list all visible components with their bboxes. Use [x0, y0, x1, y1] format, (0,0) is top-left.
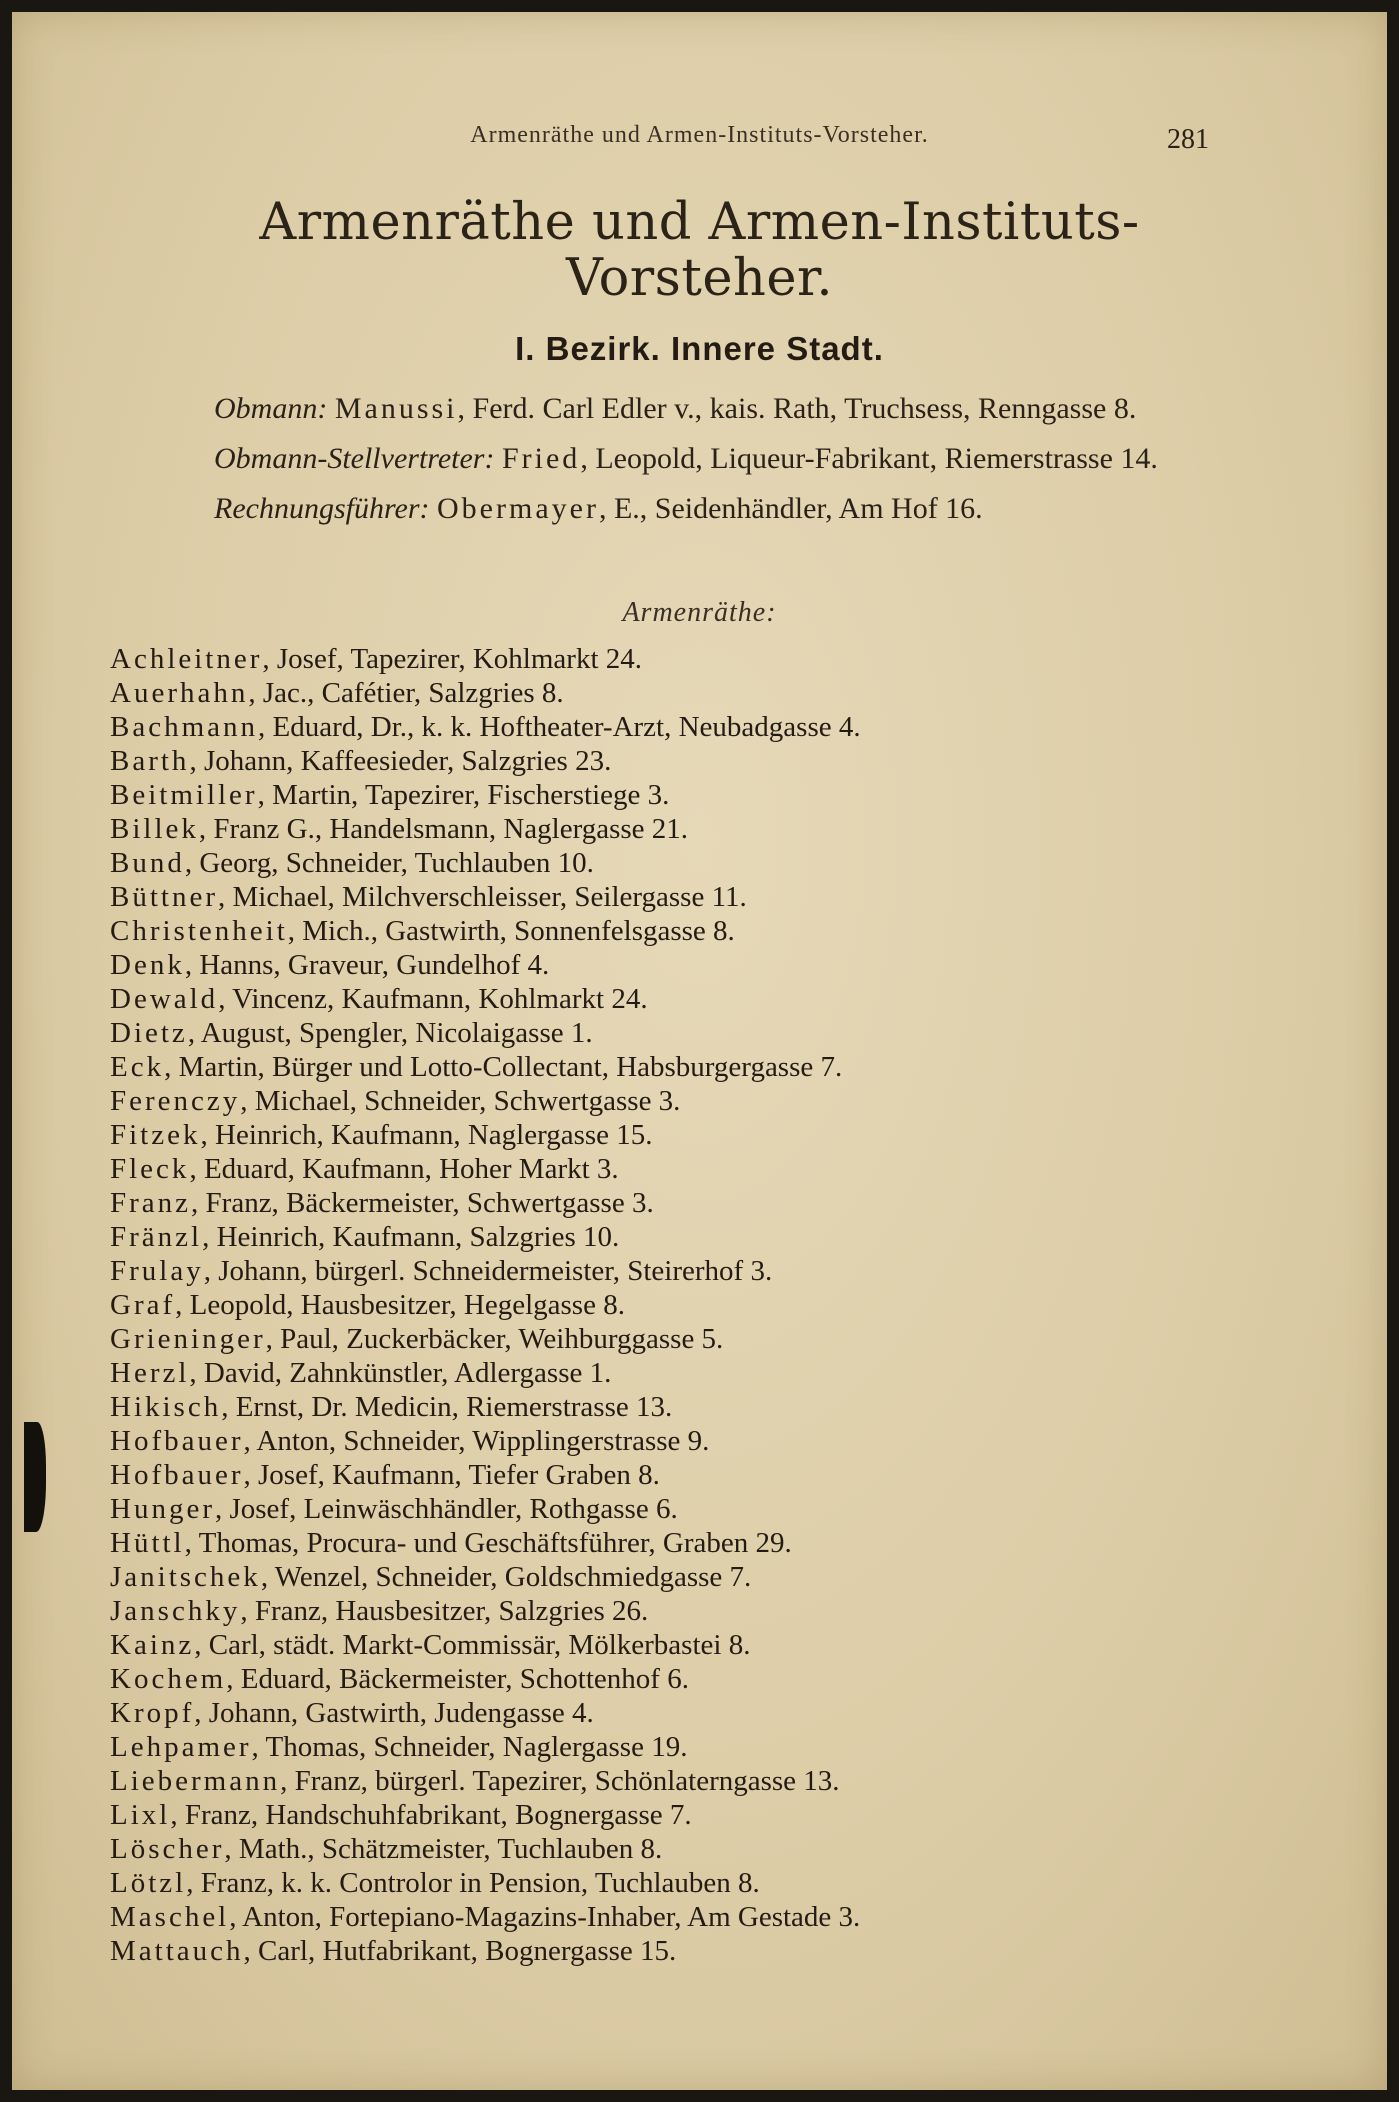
entry-name: Maschel — [110, 1901, 230, 1933]
entry-details: , Michael, Schneider, Schwertgasse 3. — [240, 1085, 681, 1117]
entry-name: Hofbauer — [110, 1425, 244, 1457]
entry-details: , Josef, Kaufmann, Tiefer Graben 8. — [243, 1459, 660, 1491]
entry-details: , Josef, Leinwäschhändler, Rothgasse 6. — [214, 1493, 678, 1525]
entry-name: Lixl — [110, 1799, 171, 1831]
entry-details: , Johann, bürgerl. Schneidermeister, Steirerhof 3. — [203, 1255, 773, 1287]
list-item — [110, 1458, 1290, 1492]
page-number: 281 — [1167, 124, 1209, 155]
list-item — [110, 914, 1290, 948]
entry-name: Bund — [110, 847, 185, 879]
list-item — [110, 1390, 1290, 1424]
official-details: , E., Seidenhändler, Am Hof 16. — [598, 492, 983, 525]
official-entry — [110, 392, 1230, 426]
entry-details: , Josef, Tapezirer, Kohlmarkt 24. — [262, 643, 642, 675]
entry-name: Bachmann — [110, 711, 259, 743]
list-item — [110, 1798, 1290, 1832]
list-item — [110, 1764, 1290, 1798]
entry-details: , Carl, städt. Markt-Commissär, Mölkerbastei 8. — [194, 1629, 751, 1661]
entry-details: , David, Zahnkünstler, Adlergasse 1. — [189, 1357, 612, 1389]
list-item — [110, 1322, 1290, 1356]
entry-name: Fitzek — [110, 1119, 201, 1151]
list-item — [110, 1526, 1290, 1560]
entry-name: Auerhahn — [110, 677, 249, 709]
entry-name: Dietz — [110, 1017, 188, 1049]
entry-details: , Martin, Bürger und Lotto-Collectant, Habsburgergasse 7. — [164, 1051, 843, 1083]
list-item — [110, 1016, 1290, 1050]
official-details: , Ferd. Carl Edler v., kais. Rath, Truchsess, Renngasse 8. — [457, 392, 1137, 425]
list-item — [110, 846, 1290, 880]
list-item — [110, 1050, 1290, 1084]
list-item — [110, 880, 1290, 914]
entry-name: Barth — [110, 745, 190, 777]
entry-details: , Carl, Hutfabrikant, Bognergasse 15. — [243, 1935, 677, 1967]
entry-name: Franz — [110, 1187, 192, 1219]
entry-name: Lötzl — [110, 1867, 187, 1899]
entry-details: , Mich., Gastwirth, Sonnenfelsgasse 8. — [287, 915, 735, 947]
entry-name: Ferenczy — [110, 1085, 241, 1117]
list-item — [110, 1560, 1290, 1594]
list-item — [110, 1730, 1290, 1764]
list-item — [110, 642, 1290, 676]
list-item — [110, 744, 1290, 778]
list-item — [110, 1594, 1290, 1628]
list-item — [110, 1084, 1290, 1118]
entry-details: , Anton, Fortepiano-Magazins-Inhaber, Am Gestade 3. — [229, 1901, 861, 1933]
armenraethe-list — [110, 642, 1290, 1968]
entry-details: , Vincenz, Kaufmann, Kohlmarkt 24. — [218, 983, 648, 1015]
entry-details: , Johann, Gastwirth, Judengasse 4. — [194, 1697, 594, 1729]
entry-details: , Eduard, Dr., k. k. Hoftheater-Arzt, Neubadgasse 4. — [258, 711, 861, 743]
entry-name: Kainz — [110, 1629, 195, 1661]
list-item — [110, 1424, 1290, 1458]
entry-details: , Franz, Handschuhfabrikant, Bognergasse 7. — [170, 1799, 692, 1831]
list-item — [110, 710, 1290, 744]
list-item — [110, 1152, 1290, 1186]
list-item — [110, 948, 1290, 982]
entry-name: Denk — [110, 949, 185, 981]
list-item — [110, 1662, 1290, 1696]
list-item — [110, 1118, 1290, 1152]
district-heading: I. Bezirk. Innere Stadt. — [515, 330, 884, 367]
list-item — [110, 1186, 1290, 1220]
list-item — [110, 1696, 1290, 1730]
entry-details: , Ernst, Dr. Medicin, Riemerstrasse 13. — [221, 1391, 673, 1423]
entry-details: , Heinrich, Kaufmann, Naglergasse 15. — [200, 1119, 653, 1151]
official-name: Obermayer — [437, 492, 599, 525]
list-item — [110, 1900, 1290, 1934]
entry-name: Kropf — [110, 1697, 195, 1729]
official-details: , Leopold, Liqueur-Fabrikant, Riemerstrasse 14. — [580, 442, 1158, 475]
running-head: Armenräthe und Armen-Instituts-Vorsteher. — [470, 122, 929, 148]
list-item — [110, 1934, 1290, 1968]
entry-details: , Anton, Schneider, Wipplingerstrasse 9. — [243, 1425, 710, 1457]
page-title — [12, 195, 1387, 307]
entry-name: Hofbauer — [110, 1459, 244, 1491]
entry-name: Janitschek — [110, 1561, 261, 1593]
title-line-1: Armenräthe und Armen-Instituts- — [259, 193, 1140, 252]
entry-details: , Michael, Milchverschleisser, Seilergasse 11. — [218, 881, 747, 913]
official-role: Obmann: — [214, 392, 328, 425]
official-entry — [110, 492, 1230, 526]
list-item — [110, 676, 1290, 710]
entry-name: Fränzl — [110, 1221, 203, 1253]
entry-details: , Math., Schätzmeister, Tuchlauben 8. — [224, 1833, 663, 1865]
entry-name: Kochem — [110, 1663, 227, 1695]
entry-details: , Franz, k. k. Controlor in Pension, Tuchlauben 8. — [186, 1867, 760, 1899]
list-item — [110, 1866, 1290, 1900]
entry-details: , Hanns, Graveur, Gundelhof 4. — [184, 949, 550, 981]
list-item — [110, 1356, 1290, 1390]
official-role: Rechnungsführer: — [214, 492, 430, 525]
entry-details: , Thomas, Procura- und Geschäftsführer, Graben 29. — [184, 1527, 792, 1559]
entry-details: , Franz, bürgerl. Tapezirer, Schönlaterngasse 13. — [280, 1765, 840, 1797]
official-role: Obmann-Stellvertreter: — [214, 442, 495, 475]
title-line-2: Vorsteher. — [565, 249, 834, 308]
entry-details: , Paul, Zuckerbäcker, Weihburggasse 5. — [265, 1323, 724, 1355]
official-entry — [110, 442, 1230, 476]
entry-details: , Leopold, Hausbesitzer, Hegelgasse 8. — [175, 1289, 625, 1321]
entry-name: Lehpamer — [110, 1731, 252, 1763]
entry-details: , Jac., Cafétier, Salzgries 8. — [248, 677, 564, 709]
list-item — [110, 1254, 1290, 1288]
entry-name: Eck — [110, 1051, 165, 1083]
entry-name: Dewald — [110, 983, 219, 1015]
list-item — [110, 812, 1290, 846]
entry-details: , Heinrich, Kaufmann, Salzgries 10. — [202, 1221, 620, 1253]
entry-name: Büttner — [110, 881, 218, 913]
entry-details: , Wenzel, Schneider, Goldschmiedgasse 7. — [260, 1561, 752, 1593]
list-item — [110, 1492, 1290, 1526]
entry-name: Frulay — [110, 1255, 204, 1287]
entry-name: Beitmiller — [110, 779, 258, 811]
entry-name: Mattauch — [110, 1935, 244, 1967]
entry-name: Hikisch — [110, 1391, 222, 1423]
entry-name: Hüttl — [110, 1527, 185, 1559]
book-page — [12, 12, 1387, 2090]
list-item — [110, 1832, 1290, 1866]
officials-list — [110, 392, 1230, 542]
entry-name: Hunger — [110, 1493, 215, 1525]
entry-details: , August, Spengler, Nicolaigasse 1. — [187, 1017, 593, 1049]
entry-details: , Martin, Tapezirer, Fischerstiege 3. — [257, 779, 670, 811]
entry-details: , Franz G., Handelsmann, Naglergasse 21. — [198, 813, 689, 845]
list-item — [110, 982, 1290, 1016]
list-item — [110, 778, 1290, 812]
entry-details: , Eduard, Kaufmann, Hoher Markt 3. — [189, 1153, 619, 1185]
list-item — [110, 1628, 1290, 1662]
entry-name: Billek — [110, 813, 199, 845]
entry-name: Janschky — [110, 1595, 241, 1627]
page-damage — [24, 1422, 46, 1532]
entry-details: , Franz, Hausbesitzer, Salzgries 26. — [240, 1595, 649, 1627]
section-subheading: Armenräthe: — [622, 597, 777, 628]
entry-name: Achleitner — [110, 643, 263, 675]
entry-details: , Johann, Kaffeesieder, Salzgries 23. — [189, 745, 612, 777]
entry-details: , Georg, Schneider, Tuchlauben 10. — [184, 847, 594, 879]
entry-details: , Franz, Bäckermeister, Schwertgasse 3. — [191, 1187, 654, 1219]
list-item — [110, 1220, 1290, 1254]
list-item — [110, 1288, 1290, 1322]
entry-name: Liebermann — [110, 1765, 281, 1797]
entry-details: , Thomas, Schneider, Naglergasse 19. — [251, 1731, 688, 1763]
entry-name: Christenheit — [110, 915, 288, 947]
entry-name: Herzl — [110, 1357, 190, 1389]
entry-name: Grieninger — [110, 1323, 266, 1355]
entry-details: , Eduard, Bäckermeister, Schottenhof 6. — [226, 1663, 689, 1695]
entry-name: Graf — [110, 1289, 176, 1321]
entry-name: Fleck — [110, 1153, 190, 1185]
official-name: Fried — [501, 442, 581, 475]
entry-name: Löscher — [110, 1833, 225, 1865]
official-name: Manussi — [334, 392, 458, 425]
